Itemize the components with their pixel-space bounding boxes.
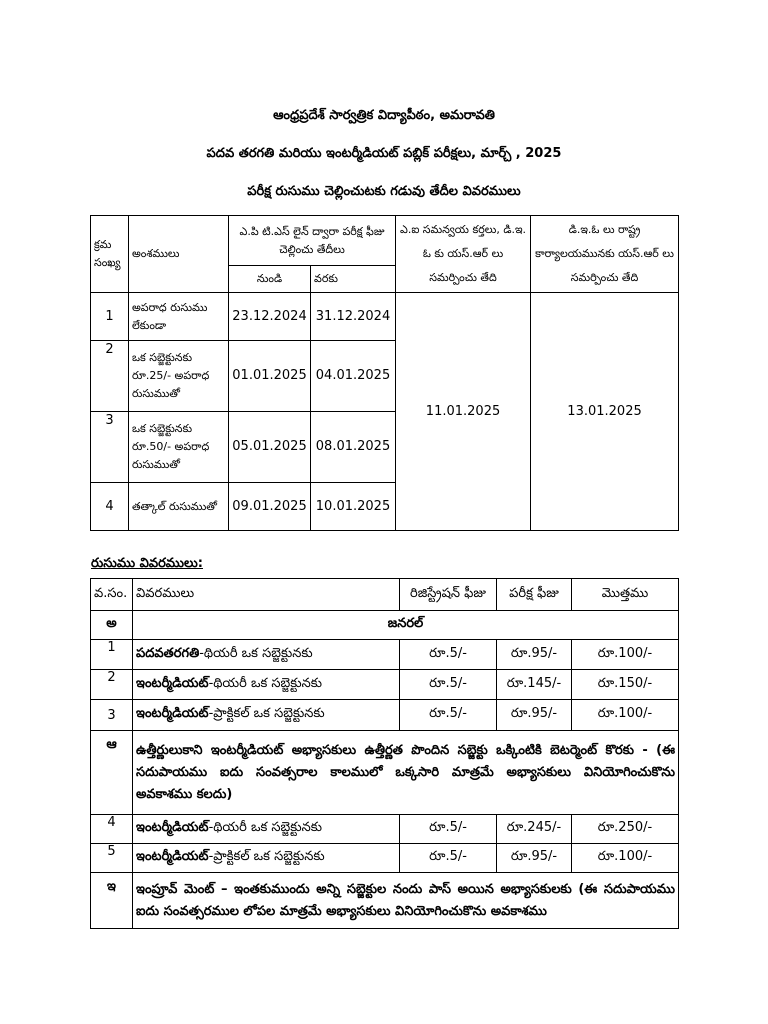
row-item: అపరాధ రుసుము లేకుండా — [129, 293, 229, 341]
improvement-note: ఇంప్రూవ్ మెంట్ – ఇంతకుముందు అన్ని సబ్జెక్టుల నందు పాస్ అయిన అభ్యాసకులకు (ఈ సదుపాయము ఐదు సంవత్సరముల లోపల మాత్రమే అభ్యాసకులు వినియోగించుకొను అవకాశము — [133, 873, 679, 929]
row-total: రూ.250/- — [572, 815, 679, 844]
header-desc: వివరములు — [133, 579, 400, 611]
row-exam-fee: రూ.95/- — [497, 700, 572, 731]
betterment-note: ఉత్తీర్ణులుకాని ఇంటర్మీడియట్ అభ్యాసకులు ఉత్తీర్ణత పొందిన సబ్జెక్టు ఒక్కింటికి బెటర్మెంట్ కొరకు - (ఈ సదుపాయము ఐదు సంవత్సరాల కాలములో ఒక్కసారి మాత్రమే అభ్యాసకులు వినియోగించుకొను అవకాశము కలదు) — [133, 731, 679, 815]
row-item: తత్కాల్ రుసుముతో — [129, 483, 229, 531]
row-registration-fee: రూ.5/- — [400, 844, 497, 873]
row-number: 1 — [91, 293, 129, 341]
schedule-row — [91, 293, 679, 341]
row-total: రూ.100/- — [572, 640, 679, 670]
row-number: 4 — [91, 815, 133, 844]
group-label: ఆ — [91, 731, 133, 815]
row-number: 1 — [91, 640, 133, 670]
header-sno: క్రమ సంఖ్య — [91, 216, 129, 293]
row-exam-fee: రూ.245/- — [497, 815, 572, 844]
row-to-date: 31.12.2024 — [311, 293, 396, 341]
group-label: అ — [91, 611, 133, 640]
row-from-date: 05.01.2025 — [229, 412, 311, 483]
row-number: 5 — [91, 844, 133, 873]
row-exam-fee: రూ.95/- — [497, 844, 572, 873]
row-number: 3 — [91, 412, 129, 483]
row-from-date: 23.12.2024 — [229, 293, 311, 341]
deo-submit-date: 13.01.2025 — [531, 293, 679, 531]
row-from-date: 09.01.2025 — [229, 483, 311, 531]
header-from: నుండి — [229, 266, 311, 293]
row-item: ఒక సబ్జెక్టునకు రూ.50/- అపరాధ రుసుముతో — [129, 412, 229, 483]
row-number: 3 — [91, 700, 133, 731]
row-number: 2 — [91, 341, 129, 412]
fee-row — [91, 815, 679, 844]
header-online-dates: ఎ.పి టి.ఎస్ లైన్ ద్వారా పరీక్ష ఫీజు చెల్లించు తేదీలు — [229, 216, 396, 266]
group-label: ఇ — [91, 873, 133, 929]
header-exam-fee: పరీక్ష ఫీజు — [497, 579, 572, 611]
fee-row — [91, 700, 679, 731]
row-to-date: 10.01.2025 — [311, 483, 396, 531]
schedule-title: పరీక్ష రుసుము చెల్లించుటకు గడువు తేదీల వివరములు — [247, 184, 521, 199]
row-total: రూ.100/- — [572, 700, 679, 731]
row-number: 2 — [91, 670, 133, 700]
header-to: వరకు — [311, 266, 396, 293]
row-description: పదవతరగతి-థియరీ ఒక సబ్జెక్టునకు — [133, 640, 400, 670]
row-description: ఇంటర్మీడియట్-థియరీ ఒక సబ్జెక్టునకు — [133, 670, 400, 700]
document-title: ఆంధ్రప్రదేశ్ సార్వత్రిక విద్యాపీఠం, అమరావతి — [273, 108, 495, 123]
row-exam-fee: రూ.145/- — [497, 670, 572, 700]
row-from-date: 01.01.2025 — [229, 341, 311, 412]
row-description: ఇంటర్మీడియట్-ప్రాక్టికల్ ఒక సబ్జెక్టునకు — [133, 700, 400, 731]
group-title: జనరల్ — [133, 611, 679, 640]
ai-submit-date: 11.01.2025 — [396, 293, 531, 531]
fee-row — [91, 670, 679, 700]
row-total: రూ.150/- — [572, 670, 679, 700]
fee-details-heading: రుసుము వివరములు: — [91, 556, 203, 571]
header-ai-submit: ఎ.ఐ సమన్వయ కర్తలు, డి.ఇ. ఓ కు యస్.ఆర్ లు సమర్పించు తేది — [396, 216, 531, 293]
row-registration-fee: రూ.5/- — [400, 640, 497, 670]
row-number: 4 — [91, 483, 129, 531]
row-item: ఒక సబ్జెక్టునకు రూ.25/- అపరాధ రుసుముతో — [129, 341, 229, 412]
header-deo-submit: డి.ఇ.ఓ లు రాష్ట్ర కార్యాలయమునకు యస్.ఆర్ లు సమర్పించు తేది — [531, 216, 679, 293]
fee-deadline-table — [90, 215, 679, 531]
row-to-date: 04.01.2025 — [311, 341, 396, 412]
row-description: ఇంటర్మీడియట్-థియరీ ఒక సబ్జెక్టునకు — [133, 815, 400, 844]
row-total: రూ.100/- — [572, 844, 679, 873]
row-description: ఇంటర్మీడియట్-ప్రాక్టికల్ ఒక సబ్జెక్టునకు — [133, 844, 400, 873]
fee-row — [91, 844, 679, 873]
row-to-date: 08.01.2025 — [311, 412, 396, 483]
header-item: అంశములు — [129, 216, 229, 293]
row-registration-fee: రూ.5/- — [400, 700, 497, 731]
fee-details-table — [90, 578, 679, 929]
header-sno: వ.సం. — [91, 579, 133, 611]
row-registration-fee: రూ.5/- — [400, 815, 497, 844]
exam-title: పదవ తరగతి మరియు ఇంటర్మీడియట్ పబ్లిక్ పరీక్షలు, మార్చ్ , 2025 — [206, 146, 562, 161]
row-exam-fee: రూ.95/- — [497, 640, 572, 670]
header-registration-fee: రిజిస్ట్రేషన్ ఫీజు — [400, 579, 497, 611]
header-total: మొత్తము — [572, 579, 679, 611]
row-registration-fee: రూ.5/- — [400, 670, 497, 700]
fee-row — [91, 640, 679, 670]
